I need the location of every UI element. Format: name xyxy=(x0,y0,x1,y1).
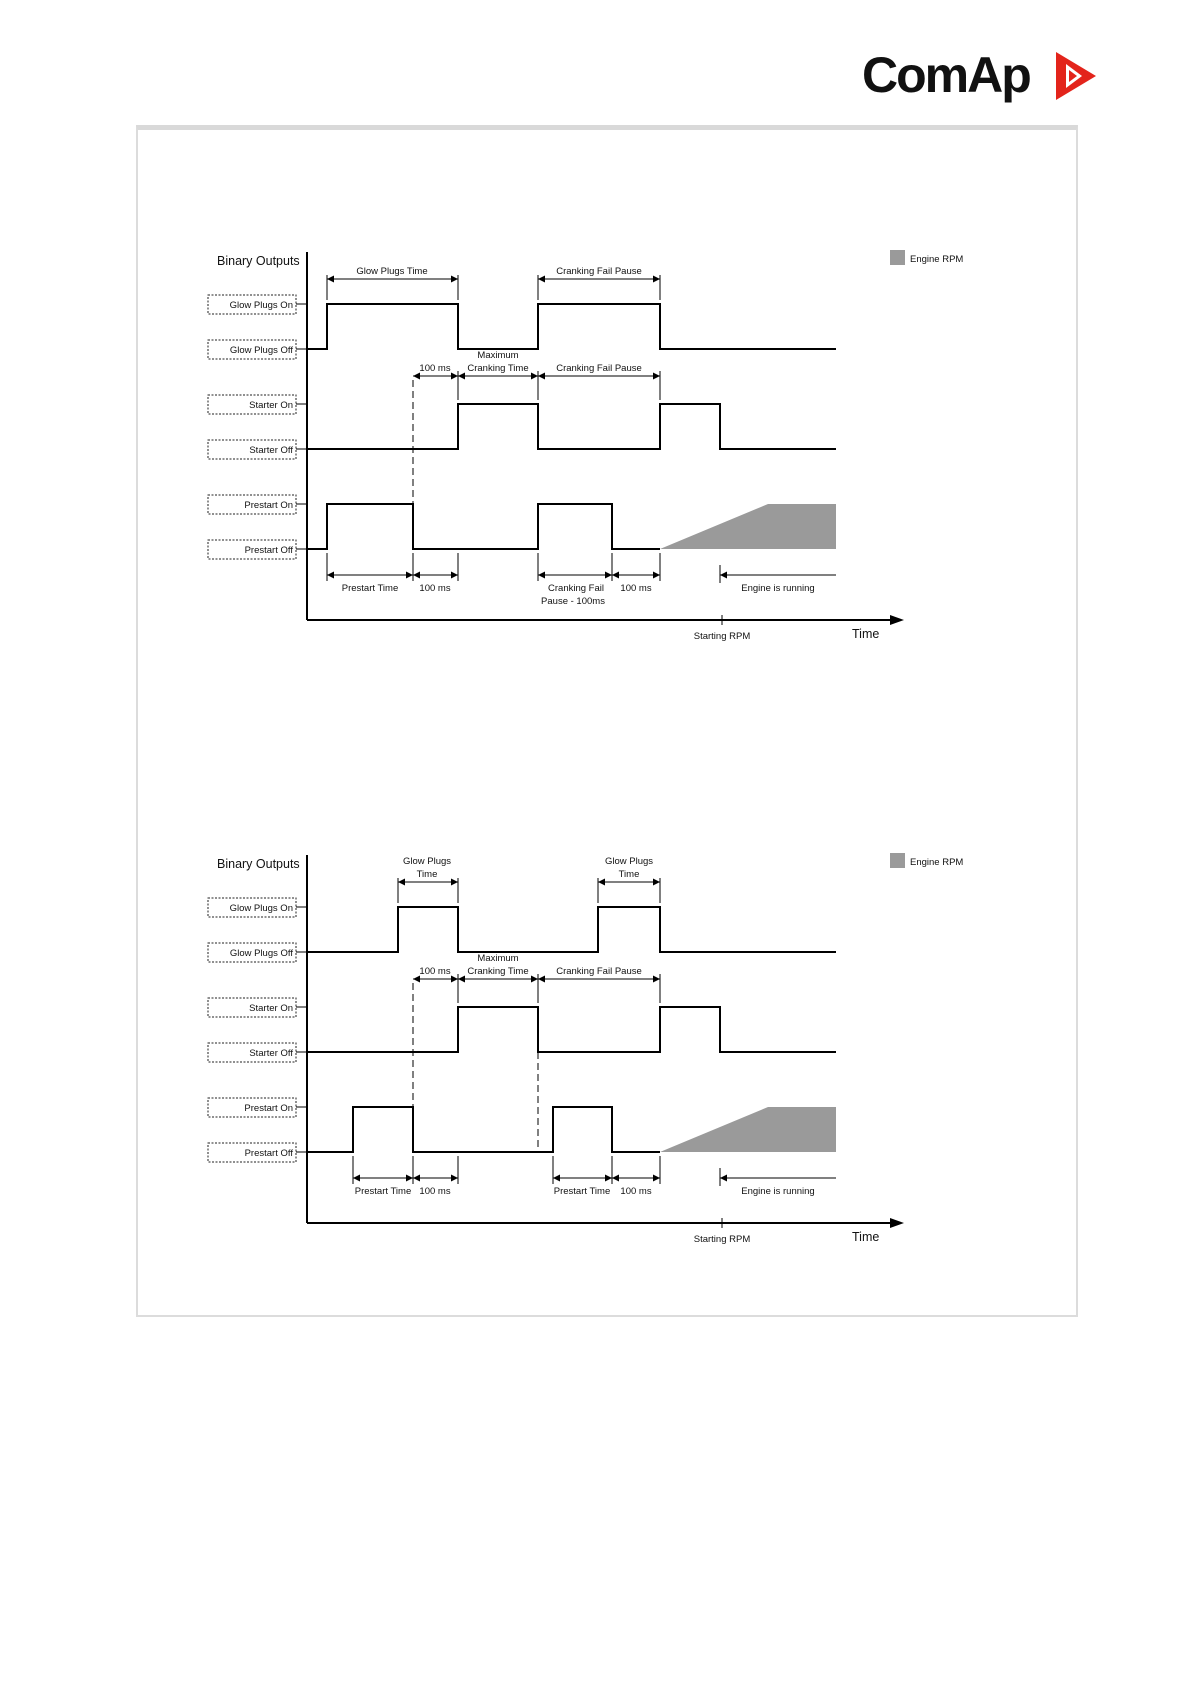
x-axis-arrowhead xyxy=(890,1218,904,1228)
x-axis-arrowhead xyxy=(890,615,904,625)
output-prestart-on xyxy=(208,1098,307,1117)
cranking-time-label: Cranking Time xyxy=(467,966,529,977)
output-label: Prestart On xyxy=(244,500,293,511)
output-label: Starter Off xyxy=(249,445,293,456)
engine-running-label: Engine is running xyxy=(741,583,815,594)
pause-100ms-label: Pause - 100ms xyxy=(541,596,605,607)
output-prestart-off xyxy=(208,1143,307,1162)
engine-rpm-legend-label: Engine RPM xyxy=(910,857,964,868)
prestart-signal xyxy=(307,1107,660,1152)
axis-title: Binary Outputs xyxy=(217,857,300,871)
comap-arrow-icon xyxy=(1056,52,1096,100)
engine-rpm-legend-swatch xyxy=(890,853,905,868)
time-axis-label: Time xyxy=(852,627,880,641)
output-glow-plugs-off xyxy=(208,943,307,962)
axis-title: Binary Outputs xyxy=(217,254,300,268)
glow-plugs-time-label: Time xyxy=(416,869,438,880)
timing-diagram-cranking-fail-pause xyxy=(190,245,990,665)
delay-100ms-label-2: 100 ms xyxy=(419,1186,451,1197)
output-starter-off xyxy=(208,1043,307,1062)
starter-signal xyxy=(307,404,836,449)
output-glow-plugs-on xyxy=(208,295,307,314)
prestart-signal xyxy=(307,504,660,549)
output-label: Prestart On xyxy=(244,1103,293,1114)
output-starter-off xyxy=(208,440,307,459)
glow-plugs-time-label: Glow Plugs Time xyxy=(356,266,428,277)
starting-rpm-label: Starting RPM xyxy=(693,1234,751,1245)
cranking-fail-label: Cranking Fail xyxy=(548,583,604,594)
output-label: Prestart Off xyxy=(244,545,293,556)
output-label: Starter Off xyxy=(249,1048,293,1059)
output-starter-on xyxy=(208,395,307,414)
starting-rpm-label: Starting RPM xyxy=(693,631,751,642)
prestart-time-label-2: Prestart Time xyxy=(553,1186,611,1197)
output-starter-on xyxy=(208,998,307,1017)
delay-100ms-label: 100 ms xyxy=(419,363,451,374)
output-prestart-off xyxy=(208,540,307,559)
comap-logo xyxy=(862,40,1122,110)
engine-running-label: Engine is running xyxy=(741,1186,815,1197)
cranking-time-label: Cranking Time xyxy=(467,363,529,374)
glow-plugs-signal xyxy=(307,304,836,349)
timing-diagram-glow-plugs xyxy=(190,848,990,1268)
glow-plugs-time-label-2: Time xyxy=(618,869,640,880)
engine-rpm-legend-swatch xyxy=(890,250,905,265)
comap-logo-text: ComAp xyxy=(862,47,1030,103)
maximum-label: Maximum xyxy=(477,953,519,964)
cranking-fail-pause-label: Cranking Fail Pause xyxy=(556,266,642,277)
engine-rpm-area xyxy=(660,504,836,549)
output-glow-plugs-off xyxy=(208,340,307,359)
delay-100ms-label-2: 100 ms xyxy=(419,583,451,594)
glow-plugs-signal xyxy=(307,907,836,952)
engine-rpm-legend-label: Engine RPM xyxy=(910,254,964,265)
prestart-time-label: Prestart Time xyxy=(354,1186,412,1197)
glow-plugs-label-2: Glow Plugs xyxy=(604,856,654,867)
engine-rpm-area xyxy=(660,1107,836,1152)
output-glow-plugs-on xyxy=(208,898,307,917)
starter-signal xyxy=(307,1007,836,1052)
output-label: Starter On xyxy=(249,400,293,411)
cranking-fail-pause-label-2: Cranking Fail Pause xyxy=(556,363,642,374)
prestart-time-label: Prestart Time xyxy=(341,583,399,594)
delay-100ms-label: 100 ms xyxy=(419,966,451,977)
time-axis-label: Time xyxy=(852,1230,880,1244)
output-label: Glow Plugs On xyxy=(229,300,293,311)
output-label: Prestart Off xyxy=(244,1148,293,1159)
maximum-label: Maximum xyxy=(477,350,519,361)
cranking-fail-pause-label: Cranking Fail Pause xyxy=(556,966,642,977)
glow-plugs-label: Glow Plugs xyxy=(402,856,452,867)
output-label: Glow Plugs Off xyxy=(229,345,293,356)
output-prestart-on xyxy=(208,495,307,514)
output-label: Starter On xyxy=(249,1003,293,1014)
output-label: Glow Plugs On xyxy=(229,903,293,914)
delay-100ms-label-3: 100 ms xyxy=(620,1186,652,1197)
delay-100ms-label-3: 100 ms xyxy=(620,583,652,594)
output-label: Glow Plugs Off xyxy=(229,948,293,959)
